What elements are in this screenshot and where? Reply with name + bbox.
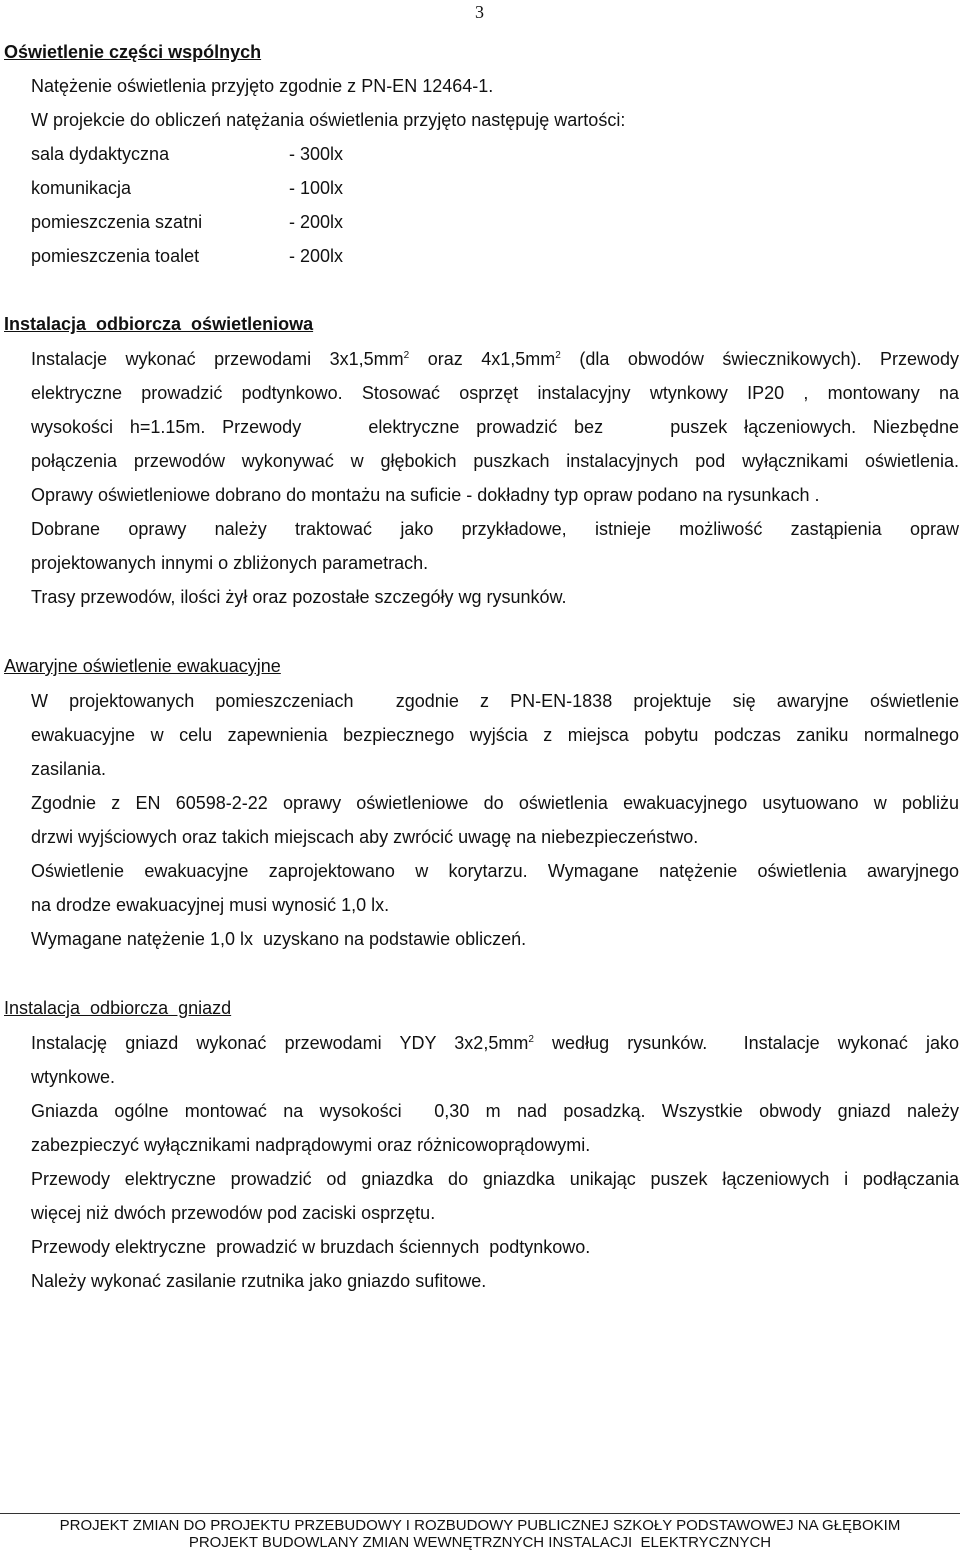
- text-fragment: oraz 4x1,5mm: [409, 349, 556, 369]
- lux-row: [31, 144, 343, 165]
- paragraph-line: Dobrane oprawy należy traktować jako przykładowe, istnieje możliwość zastąpienia opraw: [31, 519, 959, 539]
- paragraph-line: Gniazda ogólne montować na wysokości 0,30 m nad posadzką. Wszystkie obwody gniazd należy: [31, 1101, 959, 1121]
- paragraph-line: na drodze ewakuacyjnej musi wynosić 1,0 lx.: [31, 895, 390, 915]
- heading-emergency-lighting: Awaryjne oświetlenie ewakuacyjne: [4, 656, 281, 676]
- lux-row: [31, 246, 343, 267]
- superscript: 2: [555, 350, 561, 361]
- paragraph-line: Oświetlenie ewakuacyjne zaprojektowano w korytarzu. Wymagane natężenie oświetlenia awaryjnego: [31, 861, 959, 881]
- superscript: 2: [403, 350, 410, 361]
- paragraph-line: ewakuacyjne w celu zapewnienia bezpiecznego wyjścia z miejsca pobytu podczas zaniku normalnego: [31, 725, 959, 745]
- lux-value: - 300lx: [289, 144, 344, 164]
- room-name: komunikacja: [31, 178, 132, 198]
- room-name: pomieszczenia szatni: [31, 212, 203, 232]
- paragraph-line: Przewody elektryczne prowadzić od gniazdka do gniazdka unikając puszek łączeniowych i podłączania: [31, 1169, 959, 1189]
- text-fragment: według rysunków. Instalacje wykonać jako: [533, 1033, 959, 1053]
- paragraph-line: Przewody elektryczne prowadzić w bruzdach ściennych podtynkowo.: [31, 1237, 591, 1257]
- paragraph-line: połączenia przewodów wykonywać w głębokich puszkach instalacyjnych pod wyłącznikami oświetlenia.: [31, 451, 959, 471]
- paragraph-line: Oprawy oświetleniowe dobrano do montażu na suficie - dokładny typ opraw podano na rysunkach .: [31, 485, 820, 505]
- heading-lighting-common: Oświetlenie części wspólnych: [4, 42, 262, 62]
- heading-lighting-installation: Instalacja odbiorcza oświetleniowa: [4, 314, 314, 334]
- paragraph-line: zasilania.: [31, 759, 107, 779]
- paragraph-line: [31, 342, 959, 376]
- lighting-values-intro: W projekcie do obliczeń natężania oświetlenia przyjęto następuję wartości:: [31, 110, 626, 130]
- superscript: 2: [528, 1034, 534, 1045]
- paragraph-line: projektowanych innymi o zbliżonych parametrach.: [31, 553, 429, 573]
- paragraph-line: wtynkowe.: [31, 1067, 116, 1087]
- lux-value: - 200lx: [289, 212, 344, 232]
- paragraph-line: Trasy przewodów, ilości żył oraz pozostałe szczegóły wg rysunków.: [31, 587, 567, 607]
- room-name: sala dydaktyczna: [31, 144, 170, 164]
- paragraph-line: Należy wykonać zasilanie rzutnika jako gniazdo sufitowe.: [31, 1271, 487, 1291]
- paragraph-line: W projektowanych pomieszczeniach zgodnie z PN-EN-1838 projektuje się awaryjne oświetlenie: [31, 691, 959, 711]
- footer-project-title: PROJEKT ZMIAN DO PROJEKTU PRZEBUDOWY I ROZBUDOWY PUBLICZNEJ SZKOŁY PODSTAWOWEJ NA GŁĘBOKIM: [59, 1517, 901, 1534]
- text-fragment: Instalacje wykonać przewodami 3x1,5mm: [31, 349, 404, 369]
- lux-value: - 100lx: [289, 178, 344, 198]
- room-name: pomieszczenia toalet: [31, 246, 200, 266]
- footer-divider: [0, 1513, 960, 1514]
- footer-project-subtitle: PROJEKT BUDOWLANY ZMIAN WEWNĘTRZNYCH INSTALACJI ELEKTRYCZNYCH: [188, 1534, 772, 1551]
- paragraph-line: elektryczne prowadzić podtynkowo. Stosować osprzęt instalacyjny wtynkowy IP20 , montowany na: [31, 383, 959, 403]
- lux-row: [31, 178, 343, 199]
- lux-row: [31, 212, 343, 233]
- paragraph-line: wysokości h=1.15m. Przewody elektryczne prowadzić bez puszek łączeniowych. Niezbędne: [31, 417, 959, 437]
- paragraph-line: więcej niż dwóch przewodów pod zaciski osprzętu.: [31, 1203, 436, 1223]
- lighting-standard-text: Natężenie oświetlenia przyjęto zgodnie z PN-EN 12464-1.: [31, 76, 494, 96]
- paragraph-line: zabezpieczyć wyłącznikami nadprądowymi oraz różnicowoprądowymi.: [31, 1135, 591, 1155]
- paragraph-line: Zgodnie z EN 60598-2-22 oprawy oświetleniowe do oświetlenia ewakuacyjnego usytuowano w pobliżu: [31, 793, 959, 813]
- paragraph-line: Wymagane natężenie 1,0 lx uzyskano na podstawie obliczeń.: [31, 929, 527, 949]
- paragraph-line: [31, 1026, 959, 1060]
- page-number: 3: [475, 2, 484, 22]
- paragraph-line: drzwi wyjściowych oraz takich miejscach aby zwrócić uwagę na niebezpieczeństwo.: [31, 827, 699, 847]
- text-fragment: Instalację gniazd wykonać przewodami YDY 3x2,5mm: [31, 1033, 529, 1053]
- heading-socket-installation: Instalacja odbiorcza gniazd: [4, 998, 232, 1018]
- lux-value: - 200lx: [289, 246, 344, 266]
- text-fragment: (dla obwodów świecznikowych). Przewody: [560, 349, 960, 369]
